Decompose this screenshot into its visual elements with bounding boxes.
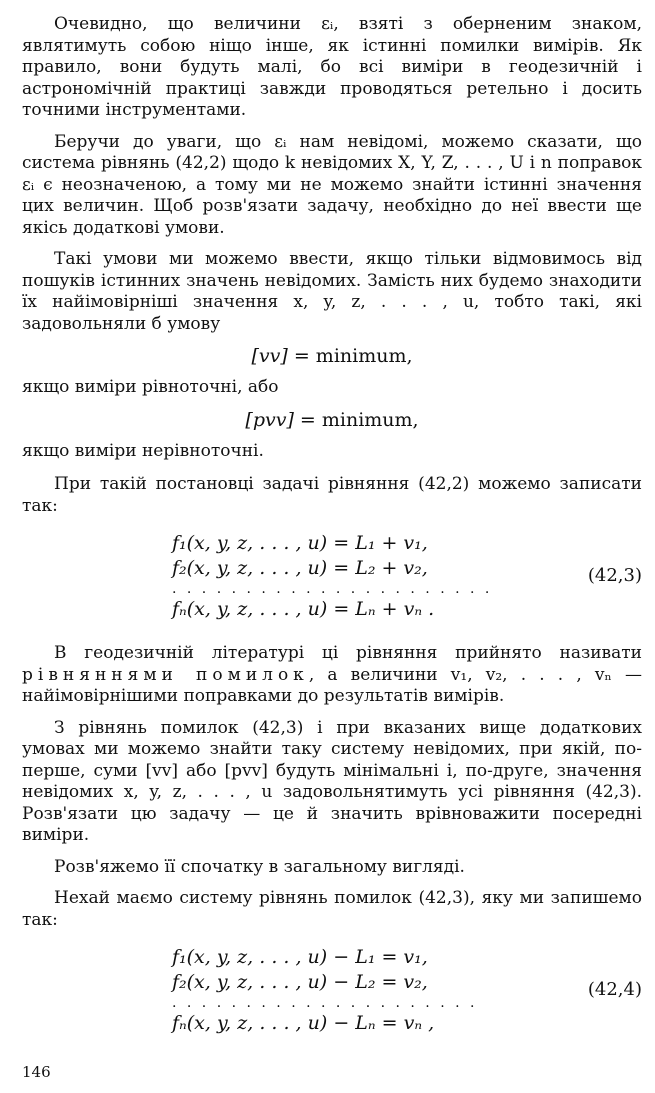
equation-vv-rhs: minimum, — [315, 345, 413, 367]
equation-system-42-3 — [22, 531, 642, 627]
equation-system-42-3-lines — [172, 531, 492, 622]
equation-vv-minimum — [22, 345, 642, 367]
paragraph-7 — [22, 643, 642, 708]
paragraph-7-part-c: , а величини v₁, v₂, . . . , vₙ — найімовірнішими поправками до результатів вимірів. — [22, 664, 642, 706]
page-number: 146 — [22, 1063, 51, 1081]
equation-pvv-minimum — [22, 409, 642, 431]
paragraph-1: Очевидно, що величини εᵢ, взяті з оберненим знаком, являтимуть собою ніщо інше, як істинні помилки вимірів. Як правило, вони будуть малі, бо всі виміри в геодезичній і астрономічній практиці завжди проводяться ретельно і досить точними інструментами. — [22, 14, 642, 120]
paragraph-7-part-a: В геодезичній літературі ці рівняння прийнято називати — [54, 643, 642, 663]
equation-vv-lhs: [vv] = — [251, 345, 310, 367]
equation-42-3-line-1: f₁(x, y, z, . . . , u) = L₁ + v₁, — [172, 532, 428, 554]
term-error-equations: рівняннями помилок — [22, 664, 309, 685]
paragraph-6: При такій постановці задачі рівняння (42,2) можемо записати так: — [22, 474, 642, 516]
equation-42-3-line-2: f₂(x, y, z, . . . , u) = L₂ + v₂, — [172, 557, 428, 579]
equation-42-3-line-3: fₙ(x, y, z, . . . , u) = Lₙ + vₙ . — [172, 598, 435, 620]
page-body — [22, 14, 642, 1057]
equation-pvv-rhs: minimum, — [321, 408, 419, 431]
equation-system-42-4 — [22, 945, 642, 1041]
paragraph-2: Беручи до уваги, що εᵢ нам невідомі, можемо сказати, що система рівнянь (42,2) щодо k невідомих X, Y, Z, . . . , U і n поправок εᵢ є неозначеною, а тому ми не можемо знайти істинні значення цих величин. Щоб розв'язати задачу, необхідно до неї ввести ще якісь додаткові умови. — [22, 131, 642, 238]
equation-42-3-dots: . . . . . . . . . . . . . . . . . . . . . . — [172, 581, 493, 597]
equation-42-4-line-3: fₙ(x, y, z, . . . , u) − Lₙ = vₙ , — [172, 1012, 435, 1034]
paragraph-8: З рівнянь помилок (42,3) і при вказаних вище додаткових умовах ми можемо знайти таку систему невідомих, при якій, по-перше, суми [vv] або [pvv] будуть мінімальні і, по-друге, значення невідомих x, y, z, . . . , u задовольнятимуть усі рівняння (42,3). Розв'язати цю задачу — це й значить врівноважити посередні виміри. — [22, 717, 642, 845]
equation-pvv-lhs: [pvv] = — [245, 408, 316, 431]
paragraph-9: Розв'яжемо її спочатку в загальному вигляді. — [54, 856, 465, 877]
equation-number-42-4: (42,4) — [587, 979, 642, 1000]
equation-42-4-line-2: f₂(x, y, z, . . . , u) − L₂ = v₂, — [172, 971, 428, 993]
paragraph-4: якщо виміри рівноточні, або — [22, 377, 279, 397]
equation-42-4-line-1: f₁(x, y, z, . . . , u) − L₁ = v₁, — [172, 946, 428, 968]
paragraph-5: якщо виміри нерівноточні. — [22, 440, 264, 461]
paragraph-3: Такі умови ми можемо ввести, якщо тільки відмовимось від пошуків істинних значень невідомих. Замість них будемо знаходити їх найімовірніші значення x, y, z, . . . , u, тобто такі, які задовольняли б умову — [22, 249, 642, 334]
paragraph-10: Нехай маємо систему рівнянь помилок (42,3), яку ми запишемо так: — [22, 888, 642, 930]
equation-system-42-4-lines — [172, 945, 477, 1036]
equation-42-4-dots: . . . . . . . . . . . . . . . . . . . . . — [172, 995, 478, 1011]
equation-number-42-3: (42,3) — [587, 565, 642, 586]
